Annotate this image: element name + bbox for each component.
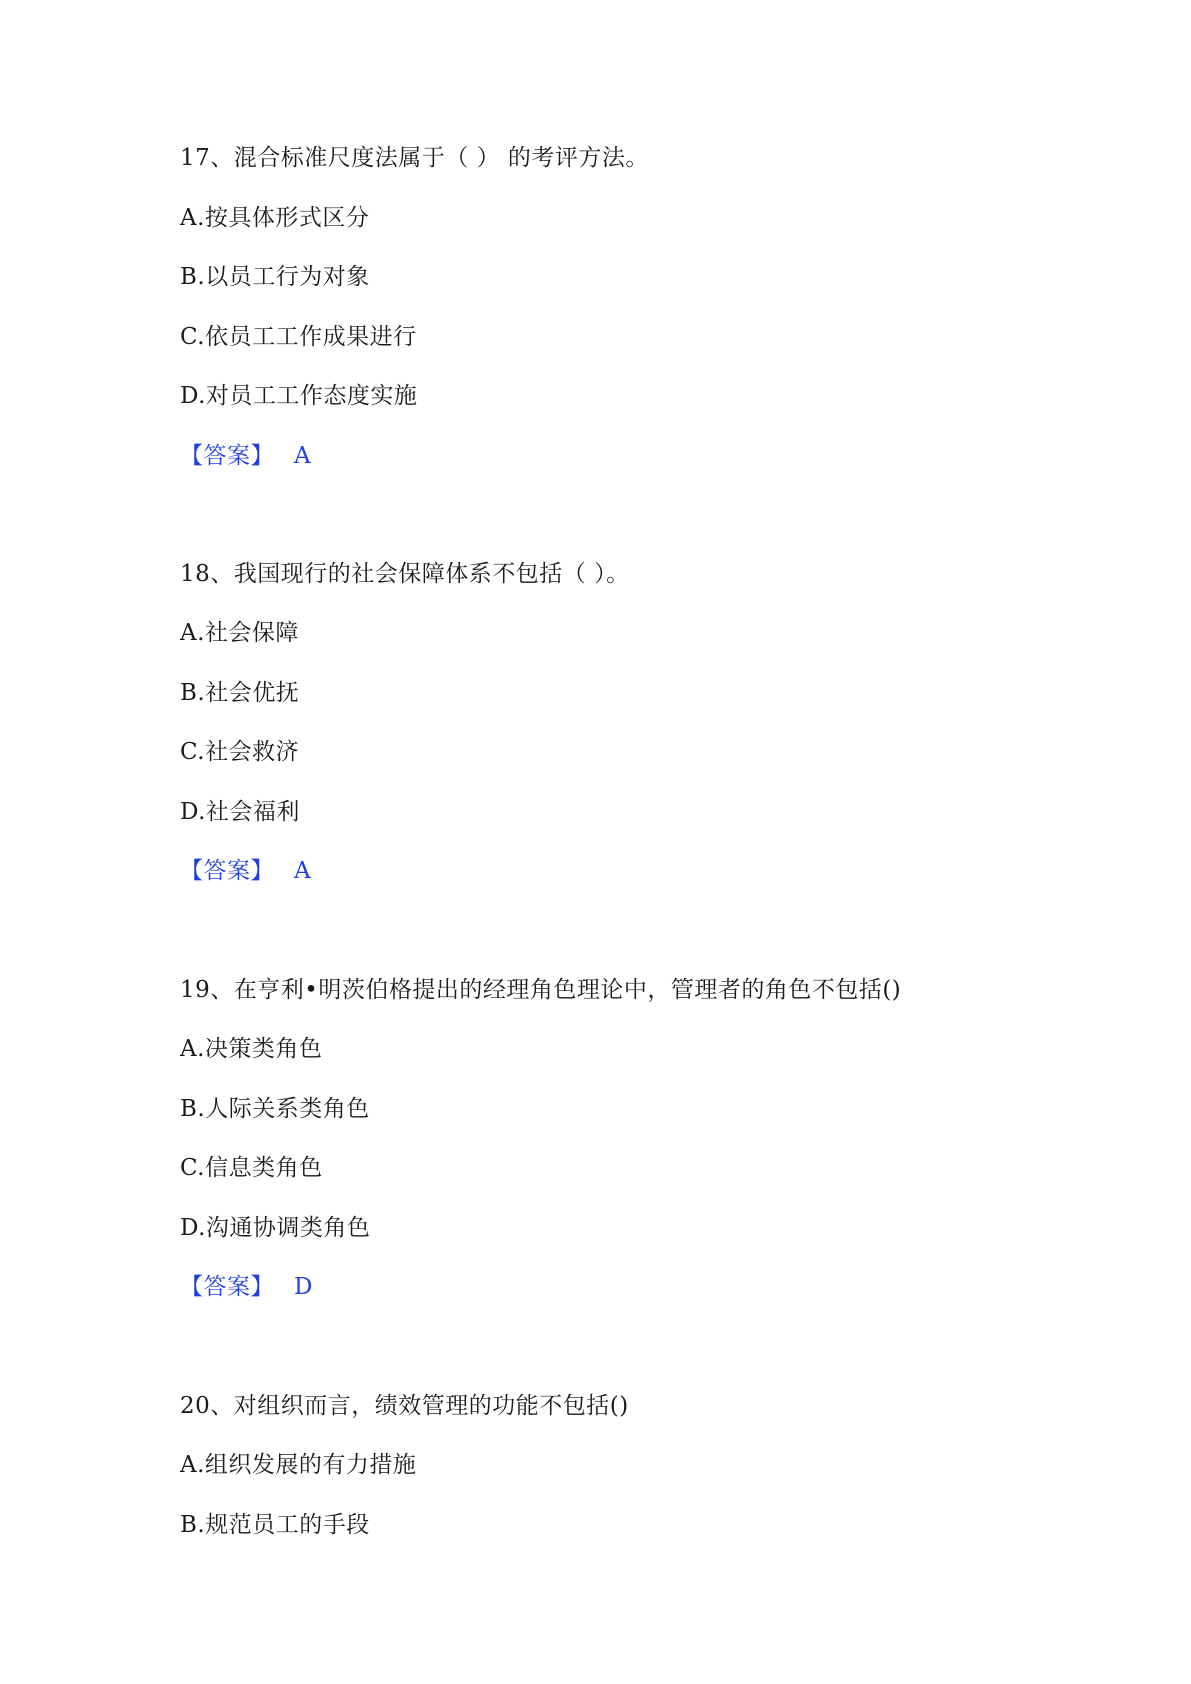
answer-label: 【答案】 — [180, 443, 274, 469]
question-option: B.以员工行为对象 — [180, 264, 370, 290]
question-option: C.信息类角色 — [180, 1155, 323, 1181]
question-stem: 17、混合标准尺度法属于（ ） 的考评方法。 — [180, 145, 649, 171]
question-option: A.决策类角色 — [180, 1036, 323, 1062]
answer-line — [180, 856, 311, 886]
answer-line — [180, 1272, 313, 1302]
answer-line — [180, 441, 311, 471]
question-option: C.依员工工作成果进行 — [180, 324, 417, 350]
answer-label: 【答案】 — [180, 1274, 274, 1300]
question-stem: 19、在亨利•明茨伯格提出的经理角色理论中，管理者的角色不包括() — [180, 977, 902, 1003]
question-option: C.社会救济 — [180, 739, 300, 765]
question-option: A.组织发展的有力措施 — [180, 1452, 417, 1478]
answer-value: A — [294, 443, 312, 469]
question-stem: 20、对组织而言，绩效管理的功能不包括() — [180, 1393, 629, 1419]
answer-value: D — [294, 1274, 313, 1300]
answer-value: A — [294, 858, 312, 884]
question-option: B.规范员工的手段 — [180, 1512, 370, 1538]
question-option: A.按具体形式区分 — [180, 205, 370, 231]
answer-label: 【答案】 — [180, 858, 274, 884]
question-option: D.社会福利 — [180, 799, 300, 825]
question-option: D.沟通协调类角色 — [180, 1215, 371, 1241]
question-option: D.对员工工作态度实施 — [180, 383, 418, 409]
question-stem: 18、我国现行的社会保障体系不包括（ ）。 — [180, 561, 630, 587]
question-option: B.人际关系类角色 — [180, 1096, 370, 1122]
question-option: A.社会保障 — [180, 620, 299, 646]
question-option: B.社会优抚 — [180, 680, 300, 706]
